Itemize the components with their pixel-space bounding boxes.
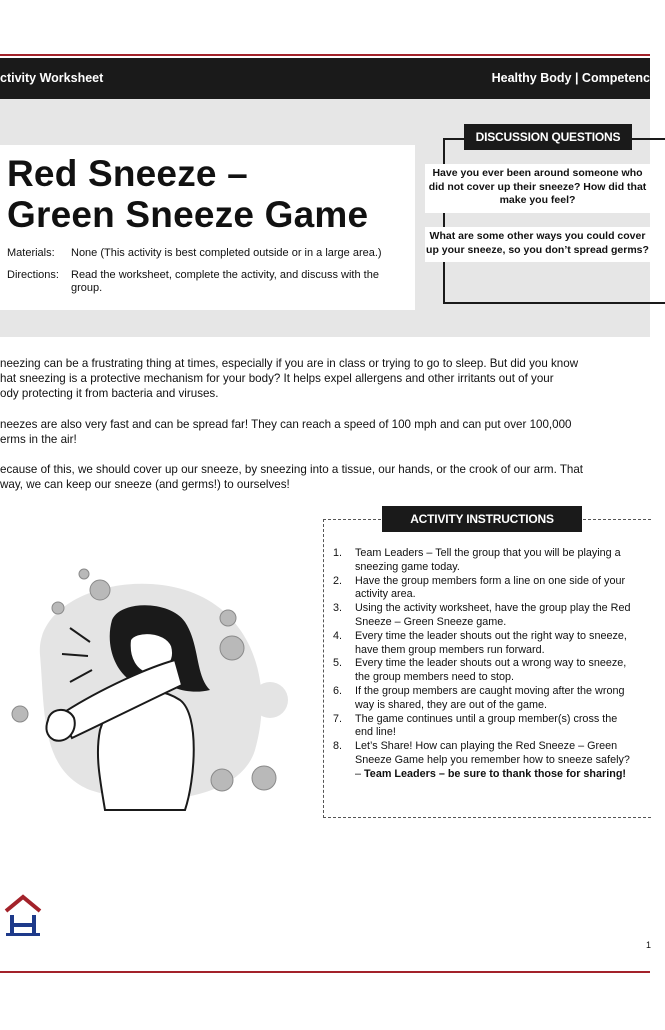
body-line: hat sneezing is a protective mechanism for your body? It helps expel allergens and other irritants out of your (0, 372, 554, 385)
body-line: ody protecting it from bacteria and viruses. (0, 387, 219, 400)
body-line: way, we can keep our sneeze (and germs!) to ourselves! (0, 478, 290, 491)
list-item (333, 547, 638, 575)
header-right-text: Healthy Body | Competenc (491, 71, 650, 85)
step-text: Every time the leader shouts out the right way to sneeze, have them group members run forward. (355, 629, 627, 656)
step-number: 5. (333, 657, 343, 670)
step-number: 8. (333, 740, 343, 753)
step-number: 2. (333, 574, 343, 587)
directions-value: Read the worksheet, complete the activity, and discuss with the group. (71, 269, 379, 294)
list-item (333, 713, 638, 741)
step-text: Let’s Share! How can playing the Red Sneeze – Green Sneeze Game help you remember how to sneeze safely? – (355, 740, 630, 780)
list-item (333, 740, 638, 781)
step-text: Team Leaders – Tell the group that you will be playing a sneezing game today. (355, 547, 621, 573)
body-line: ecause of this, we should cover up our sneeze, by sneezing into a tissue, our hands, or the crook of our arm. That (0, 463, 584, 476)
activity-steps-list (333, 547, 638, 782)
step-text: Have the group members form a line on one side of your activity area. (355, 574, 626, 601)
step-number: 7. (333, 712, 343, 725)
discussion-question-2: What are some other ways you could cover up your sneeze, so you don’t spread germs? (425, 227, 650, 262)
materials-value: None (This activity is best completed outside or in a large area.) (71, 247, 382, 259)
materials-label: Materials: (7, 247, 55, 259)
step-number: 4. (333, 629, 343, 642)
step-text-bold: Team Leaders – be sure to thank those for sharing! (364, 767, 627, 780)
step-text: Every time the leader shouts out a wrong way to sneeze, the group members need to stop. (355, 657, 627, 684)
list-item (333, 630, 638, 658)
bottom-red-line (0, 971, 650, 973)
step-text: If the group members are caught moving after the wrong way is shared, they are out of the game. (355, 684, 625, 711)
discussion-title: DISCUSSION QUESTIONS (464, 124, 632, 150)
sneezing-person-illustration (0, 560, 300, 810)
body-line: erms in the air! (0, 433, 77, 446)
discussion-question-1: Have you ever been around someone who did not cover up their sneeze? How did that make you feel? (425, 164, 650, 213)
activity-instructions-title: ACTIVITY INSTRUCTIONS (382, 506, 582, 532)
step-text: The game continues until a group member(s) cross the end line! (355, 712, 618, 739)
list-item (333, 602, 638, 630)
step-number: 3. (333, 602, 343, 615)
body-paragraph-1 (0, 356, 650, 401)
header-bar (0, 58, 650, 99)
discussion-frame (443, 138, 665, 304)
organization-logo-icon (4, 893, 42, 937)
directions-label: Directions: (7, 269, 59, 281)
page-number: 1 (646, 940, 652, 950)
body-paragraph-3 (0, 462, 650, 492)
list-item (333, 657, 638, 685)
title-line-2: Green Sneeze Game (7, 194, 369, 235)
body-line: neezes are also very fast and can be spread far! They can reach a speed of 100 mph and can put over 100,000 (0, 418, 572, 431)
step-number: 1. (333, 547, 343, 559)
body-paragraph-2 (0, 417, 650, 447)
body-line: neezing can be a frustrating thing at times, especially if you are in class or trying to go to sleep. But did you know (0, 357, 579, 370)
title-line-1: Red Sneeze – (7, 153, 248, 194)
step-number: 6. (333, 684, 343, 697)
list-item (333, 685, 638, 713)
step-text: Using the activity worksheet, have the group play the Red Sneeze – Green Sneeze game. (355, 602, 631, 628)
top-red-line (0, 54, 650, 56)
page-title (7, 153, 368, 235)
list-item (333, 575, 638, 603)
header-left-text: ctivity Worksheet (0, 71, 104, 85)
